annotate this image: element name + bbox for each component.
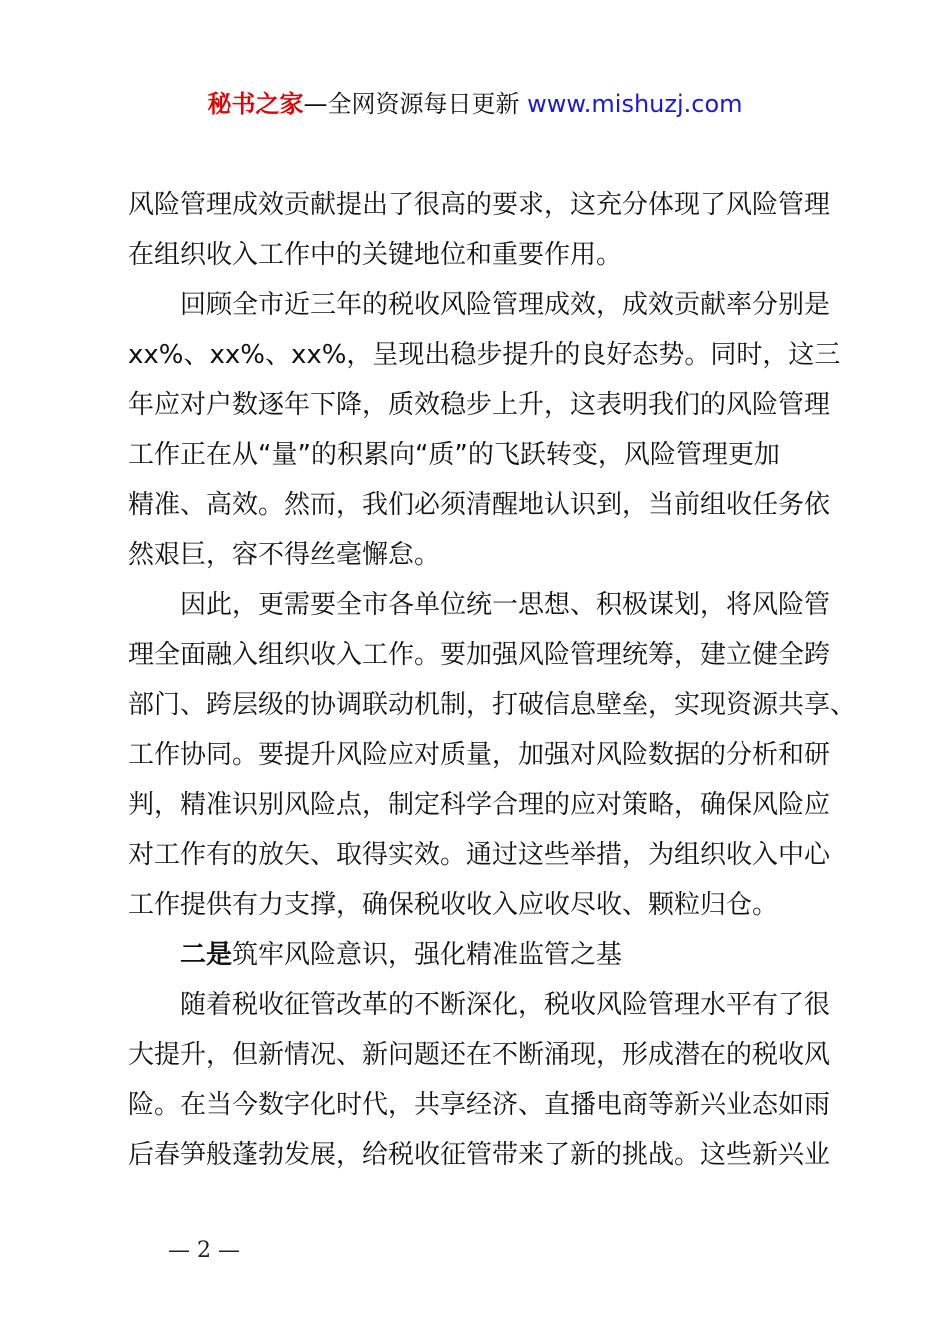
heading-text: 筑牢风险意识，强化精准监管之基 [232, 940, 623, 970]
brand-name: 秘书之家 [207, 90, 304, 118]
text-line: 工作提供有力支撑，确保税收收入应收尽收、颗粒归仓。 [128, 890, 779, 920]
text-line: 工作正在从“量”的积累向“质”的飞跃转变，风险管理更加 [128, 440, 780, 470]
text-line: 年应对户数逐年下降，质效稳步上升，这表明我们的风险管理 [128, 390, 831, 420]
site-header [0, 86, 950, 122]
text-line: 对工作有的放矢、取得实效。通过这些举措，为组织收入中心 [128, 840, 831, 870]
heading-line [128, 930, 836, 980]
text-line: 风险管理成效贡献提出了很高的要求，这充分体现了风险管理 [128, 190, 831, 220]
text-line: 险。在当今数字化时代，共享经济、直播电商等新兴业态如雨 [128, 1090, 831, 1120]
heading-ordinal: 二是 [180, 940, 233, 970]
text-line: 后春笋般蓬勃发展，给税收征管带来了新的挑战。这些新兴业 [128, 1140, 831, 1170]
document-body [128, 180, 857, 1180]
text-line: 工作协同。要提升风险应对质量，加强对风险数据的分析和研 [128, 740, 831, 770]
text-line: 随着税收征管改革的不断深化，税收风险管理水平有了很 [180, 990, 831, 1020]
text-line: 部门、跨层级的协调联动机制，打破信息壁垒，实现资源共享、 [128, 690, 857, 720]
text-line: 大提升，但新情况、新问题还在不断涌现，形成潜在的税收风 [128, 1040, 831, 1070]
header-tagline: —全网资源每日更新 [303, 90, 528, 118]
text-line: 精准、高效。然而，我们必须清醒地认识到，当前组收任务依 [128, 490, 831, 520]
site-url-link[interactable]: www.mishuzj.com [527, 90, 743, 118]
page-number: — 2 — [168, 1238, 240, 1263]
paragraph [128, 980, 836, 1180]
paragraph [128, 580, 857, 930]
text-line: 在组织收入工作中的关键地位和重要作用。 [128, 240, 623, 270]
paragraph [128, 280, 841, 580]
text-line: 理全面融入组织收入工作。要加强风险管理统筹，建立健全跨 [128, 640, 831, 670]
paragraph [128, 180, 836, 280]
text-line: xx%、xx%、xx%，呈现出稳步提升的良好态势。同时，这三 [128, 340, 841, 370]
text-line: 因此，更需要全市各单位统一思想、积极谋划，将风险管 [180, 590, 831, 620]
text-line: 回顾全市近三年的税收风险管理成效，成效贡献率分别是 [180, 290, 831, 320]
text-line: 判，精准识别风险点，制定科学合理的应对策略，确保风险应 [128, 790, 831, 820]
section-heading [128, 930, 836, 980]
text-line: 然艰巨，容不得丝毫懈怠。 [128, 540, 441, 570]
